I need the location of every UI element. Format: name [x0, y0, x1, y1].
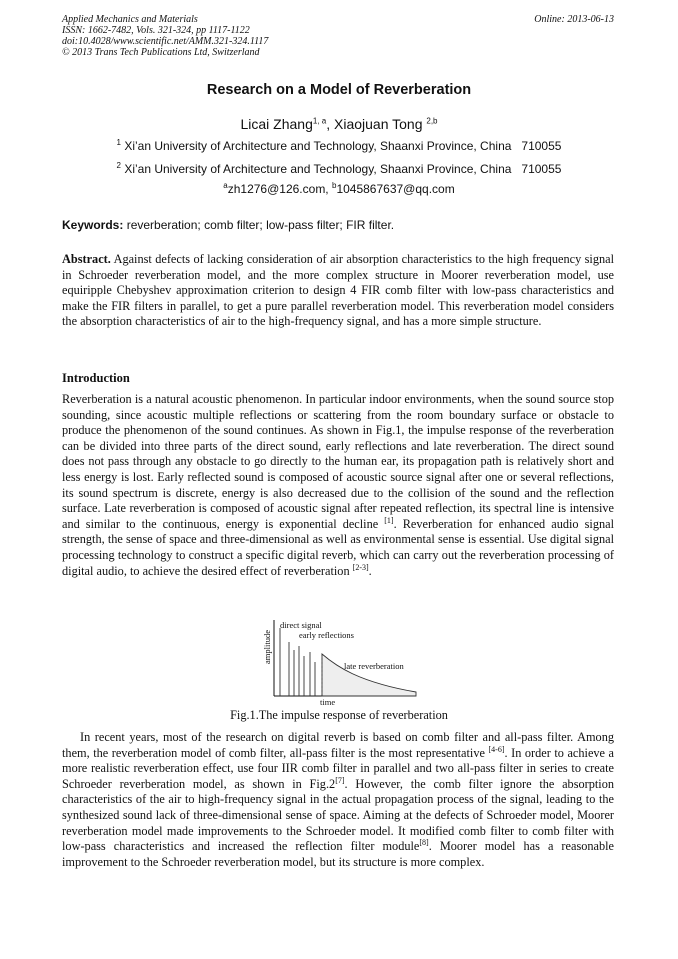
email-line	[0, 182, 678, 196]
intro-p1-text-a: Reverberation is a natural acoustic phenomenon. In particular indoor environments, when the sound source stop sounding, since acoustic multiple reflections or scattering from the room boundary surface or obstacle to produce the phenomenon of the sound continues. As shown in Fig.1, the impulse response of the reverberation can be divided into three parts of the direct sound, early reflections and late reverberation. The direct sound does not pass through any obstacle to go directly to the human ear, its propagation path is relatively short and less energy is lost. Early reflected sound is composed of acoustic source signal after one or several reflections, its sound spectrum is discrete, energy is also decreased due to the collision of the sound and the reflection surface. Late reverberation is composed of acoustic signal after repeated reflection, its spectral line is intensive and similar to the continuous, energy is exponential decline	[62, 392, 614, 531]
affiliation-2-number: 2	[116, 161, 121, 170]
author-1-affiliation: 1, a	[312, 116, 327, 126]
affiliation-1-text: Xi’an University of Architecture and Technology, Shaanxi Province, China 710055	[124, 139, 562, 153]
citation-2-3: [2-3]	[352, 562, 369, 572]
doi-line: doi:10.4028/www.scientific.net/AMM.321-324.1117	[62, 36, 269, 47]
abstract-label: Abstract.	[62, 252, 111, 266]
email-b-marker: b	[331, 181, 337, 190]
label-direct-signal: direct signal	[280, 620, 322, 630]
citation-4-6: [4-6]	[488, 744, 505, 754]
intro-p2-text-d: . Moorer model has a reasonable improvement to the Schroeder reverberation model, but its structure is more complex.	[62, 839, 615, 869]
intro-paragraph-1	[62, 392, 614, 579]
issn-line: ISSN: 1662-7482, Vols. 321-324, pp 1117-1122	[62, 25, 250, 36]
citation-7: [7]	[335, 775, 345, 785]
keywords-text: reverberation; comb filter; low-pass filter; FIR filter.	[123, 218, 395, 232]
journal-name: Applied Mechanics and Materials	[62, 14, 198, 25]
abstract	[62, 252, 614, 330]
keywords	[62, 218, 394, 232]
copyright-line: © 2013 Trans Tech Publications Ltd, Switzerland	[62, 47, 260, 58]
figure-x-label: time	[320, 697, 336, 707]
email-b: 1045867637@qq.com	[336, 182, 455, 196]
figure-y-label: amplitude	[262, 630, 272, 664]
journal-header	[62, 14, 268, 58]
author-1: Licai Zhang	[240, 116, 313, 132]
intro-paragraph-2	[62, 730, 614, 870]
affiliation-1	[0, 139, 678, 153]
author-line	[0, 116, 678, 132]
online-date: Online: 2013-06-13	[534, 14, 614, 25]
figure-1-caption: Fig.1.The impulse response of reverberation	[230, 708, 448, 722]
intro-p1-text-c: .	[368, 563, 372, 578]
affiliation-1-number: 1	[116, 138, 121, 147]
impulse-response-figure	[258, 616, 420, 708]
keywords-label: Keywords:	[62, 218, 124, 232]
email-a-marker: a	[223, 181, 228, 190]
affiliation-2-text: Xi’an University of Architecture and Technology, Shaanxi Province, China 710055	[124, 162, 562, 176]
label-late-reverberation: late reverberation	[344, 661, 404, 671]
section-heading-introduction: Introduction	[62, 371, 130, 385]
abstract-text: Against defects of lacking consideration of air absorption characteristics to the high frequency signal in Schroeder reverberation model, and the more complex structure in Moorer reverberation model, use equiripple Chebyshev approximation criterion to design 4 FIR comb filter with low-pass characteristics and make the FIR filters in parallel, to get a pure parallel reverberation model. This reverberation model considers the absorption characteristics of air to the high-frequency signal, and has a more simple structure.	[62, 252, 614, 329]
intro-p2-text-b: . In order to achieve a more realistic reverberation effect, use four IIR comb filter in parallel and two all-pass filter in series to create Schroeder reverberation model, as shown in Fig.2	[62, 745, 614, 791]
author-2-affiliation: 2,b	[426, 116, 438, 126]
citation-1: [1]	[384, 515, 394, 525]
paper-title: Research on a Model of Reverberation	[206, 82, 472, 98]
intro-p2-text-a: In recent years, most of the research on digital reverb is based on comb filter and all-pass filter. Among them, the reverberation model of comb filter, all-pass filter is the most representative	[62, 730, 614, 760]
author-separator: ,	[326, 116, 334, 132]
intro-p2-text-c: . However, the comb filter ignore the absorption characteristics of the air to high-frequency signal in the actual propagation process of the signal, leading to the synthesized sound lack of three-dimensional sense of space. Aiming at the defects of Schroeder model, Moorer reverberation model made improvements to the Schroeder model. It modified comb filter to comb filter with low-pass characteristics and increased the reflection filter module	[62, 776, 614, 854]
citation-8: [8]	[419, 838, 429, 848]
email-a: zh1276@126.com,	[227, 182, 332, 196]
author-2: Xiaojuan Tong	[334, 116, 423, 132]
label-early-reflections: early reflections	[299, 630, 354, 640]
affiliation-2	[0, 162, 678, 176]
intro-p1-text-b: . Reverberation for enhanced audio signal strength, the sense of space and three-dimensional as well as environmental sense is essential. Use digital signal processing technology to construct a specific digital reverb, which can carry out the reverberation processing of digital audio, to achieve the desired effect of reverberation	[62, 516, 614, 578]
